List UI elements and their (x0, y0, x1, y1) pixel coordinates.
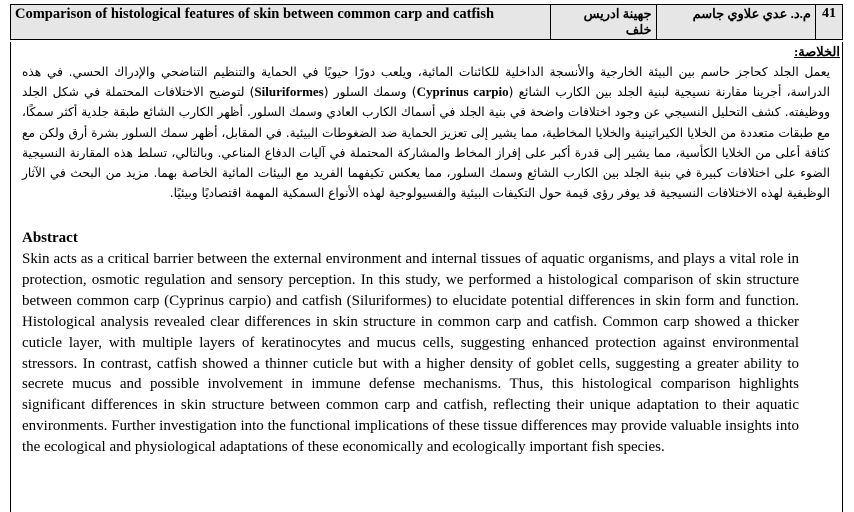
header-table (10, 4, 843, 40)
arabic-abstract-text (22, 62, 830, 203)
arabic-species-catfish: Siluriformes (254, 84, 324, 100)
arabic-text-part2: ) وسمك السلور ( (323, 85, 417, 100)
author-second: جهينة ادريس خلف (551, 5, 656, 40)
paper-title: Comparison of histological features of skin between common carp and catfish (11, 5, 551, 40)
arabic-text-part3: ) لتوضيح الاختلافات المحتملة في شكل الجلد ووظيفته. كشف التحليل النسيجي عن وجود اختلافات واضحة في بنية الجلد في أسماك الكارب العادي وسمك السلور. أظهر الكارب الشائع طبقة جلدية أكثر سمكًا، مع طبقات متعددة من الخلايا الكيراتينية والخلايا المخاطية، مما يشير إلى تعزيز الحماية ضد الضغوطات البيئية. في المقابل، أظهر سمك السلور بشرة أرق ولكن مع كثافة أعلى من الخلايا الكأسية، مما يشير إلى قدرة أكبر على إفراز المخاط والمشاركة المحتملة في آليات الدفاع المناعي. وبالتالي، تسلط هذه المقارنة النسيجية الضوء على اختلافات كبيرة في بنية الجلد بين الكارب الشائع وسمك السلور، مما يعكس تكيفهما الفريد مع البيئات المائية الخاصة بهما. مزيد من البحث في الآثار الوظيفية لهذه الاختلافات النسيجية قد يوفر رؤى قيمة حول التكيفات البيئية والفسيولوجية لهذه الأنواع السمكية المهمة اقتصاديًا وبيئيًا. (22, 85, 830, 201)
paper-number: 41 (815, 5, 842, 40)
abstract-text: Skin acts as a critical barrier between the external environment and internal tissues of aquatic organisms, and plays a vital role in protection, osmotic regulation and sensory perception. In this study, we performed a histological comparison of skin structure between common carp (Cyprinus carpio) and catfish (Siluriformes) to elucidate potential differences in skin form and function. Histological analysis revealed clear differences in skin structure in common carp and catfish. Common carp showed a thicker cuticle layer, with multiple layers of keratinocytes and mucus cells, suggesting enhanced protection against environmental stressors. In contrast, catfish showed a thinner cuticle but with a higher density of goblet cells, suggesting a greater ability to secrete mucus and possible involvement in immune defense mechanisms. Thus, this histological comparison highlights significant differences in skin structure between common carp and catfish, reflecting their unique adaptation to their aquatic environments. Further investigation into the functional implications of these tissue differences may provide valuable insights into the ecological and physiological adaptations of these economically and ecologically important fish species. (22, 251, 799, 456)
arabic-abstract-heading: الخلاصة: (793, 44, 840, 59)
abstract-heading: Abstract (22, 230, 78, 246)
author-first: م.د. عدي علاوي جاسم (656, 5, 815, 40)
arabic-species-carp: Cyprinus carpio (416, 84, 509, 100)
arabic-text-part1: يعمل الجلد كحاجز حاسم بين البيئة الخارجية والأنسجة الداخلية للكائنات المائية، ويلعب دورًا حيويًا في الحماية والتنظيم التناضحي والإدراك الحسي. في هذه الدراسة، أجرينا مقارنة نسيجية لبنية الجلد بين الكارب الشائع ( (22, 65, 831, 100)
